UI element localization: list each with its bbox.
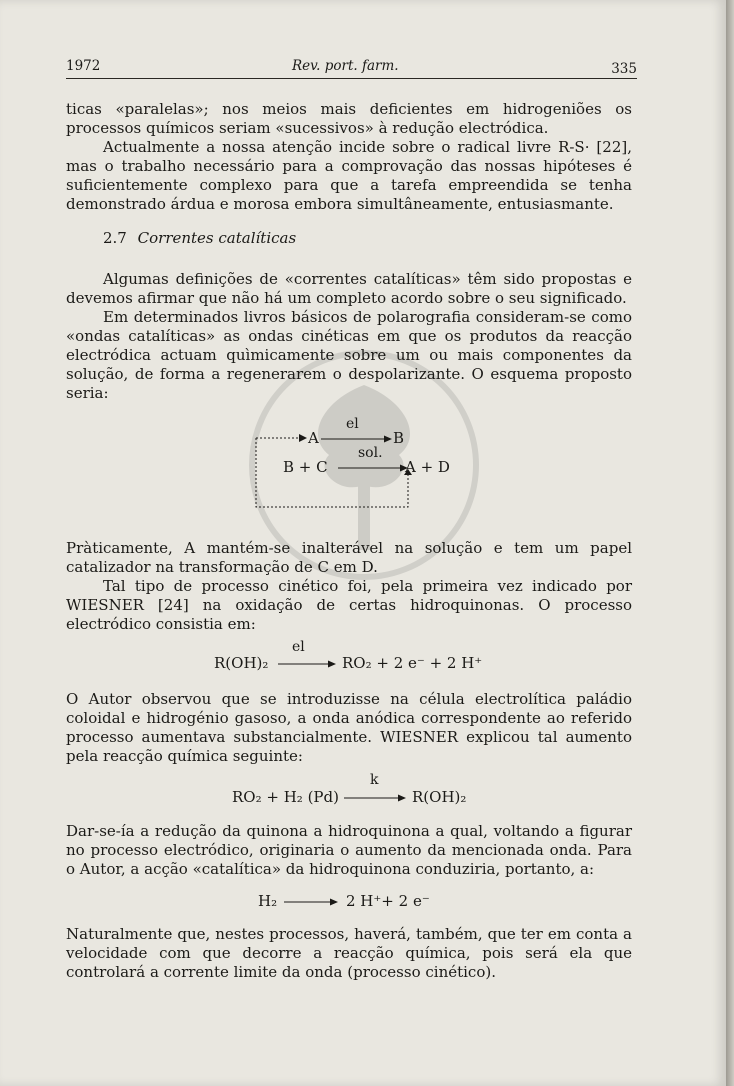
equation-catalytic: [66, 881, 632, 917]
scheme-label-el: el: [346, 416, 359, 432]
paragraph: Actualmente a nossa atenção incide sobre o radical livre R-S· [22], mas o trabalho necessário para a comprovação das nossas hipóteses é suficientemente complexo para que a tarefa empreendida se tenha demonstrado árdua e morosa embora simultâneamente, entusiasmante.: [66, 138, 632, 213]
header-rule: [66, 78, 637, 79]
header-journal: Rev. port. farm.: [292, 58, 399, 74]
scheme-label-sol: sol.: [358, 445, 383, 461]
equation-reduction: [66, 768, 632, 814]
paragraph: Tal tipo de processo cinético foi, pela primeira vez indicado por WIESNER [24] na oxidação de certas hidroquinonas. O processo electródico consistia em:: [66, 577, 632, 633]
equation3-right: 2 H⁺+ 2 e⁻: [346, 892, 430, 910]
equation2-label: k: [370, 772, 379, 788]
scheme-products-bottom: A + D: [405, 458, 450, 476]
scheme-reactant-a: A: [308, 429, 319, 447]
article-body: [66, 100, 632, 982]
scheme-reactants-bottom: B + C: [283, 458, 328, 476]
section-heading: [103, 229, 632, 248]
equation2-left: RO₂ + H₂ (Pd): [232, 788, 339, 806]
equation-oxidation: [66, 636, 632, 682]
equation1-left: R(OH)₂: [214, 654, 269, 672]
paragraph: ticas «paralelas»; nos meios mais deficientes em hidrogeniões os processos químicos seriam «sucessivos» à redução electródica.: [66, 100, 632, 137]
equation1-label: el: [292, 639, 305, 655]
scheme-product-b: B: [393, 429, 405, 447]
equation3-left: H₂: [258, 892, 278, 910]
section-title: Correntes catalíticas: [137, 229, 297, 247]
header-year: 1972: [66, 58, 101, 74]
page-header: [66, 56, 637, 78]
page-edge: [726, 0, 734, 1086]
equation1-right: RO₂ + 2 e⁻ + 2 H⁺: [342, 654, 483, 672]
equation2-right: R(OH)₂: [412, 788, 467, 806]
paragraph: Dar-se-ía a redução da quinona a hidroquinona a qual, voltando a figurar no processo electródico, originaria o aumento da mencionada onda. Para o Autor, a acção «catalítica» da hidroquinona conduziria, portanto, a:: [66, 822, 632, 878]
paragraph: Algumas definições de «correntes catalíticas» têm sido propostas e devemos afirmar que não há um completo acordo sobre o seu significado.: [66, 270, 632, 307]
paragraph: O Autor observou que se introduzisse na célula electrolítica paládio coloidal e hidrogénio gasoso, a onda anódica correspondente ao referido processo aumentava substancialmente. WIESNER explicou tal aumento pela reacção química seguinte:: [66, 690, 632, 765]
paragraph: Naturalmente que, nestes processos, haverá, também, que ter em conta a velocidade com que decorre a reacção química, pois será ela que controlará a corrente limite da onda (processo cinético).: [66, 925, 632, 981]
paragraph: Pràticamente, A mantém-se inalterável na solução e tem um papel catalizador na transformação de C em D.: [66, 539, 632, 576]
paragraph: Em determinados livros básicos de polarografia consideram-se como «ondas catalíticas» as ondas cinéticas em que os produtos da reacção electródica actuam quìmicamente sobre um ou mais componentes da solução, de forma a regenerarem o despolarizante. O esquema proposto seria:: [66, 308, 632, 402]
equation-arrow: [66, 768, 632, 814]
catalytic-scheme: [66, 411, 632, 533]
header-page-number: 335: [611, 61, 637, 77]
section-number: 2.7: [103, 229, 127, 247]
